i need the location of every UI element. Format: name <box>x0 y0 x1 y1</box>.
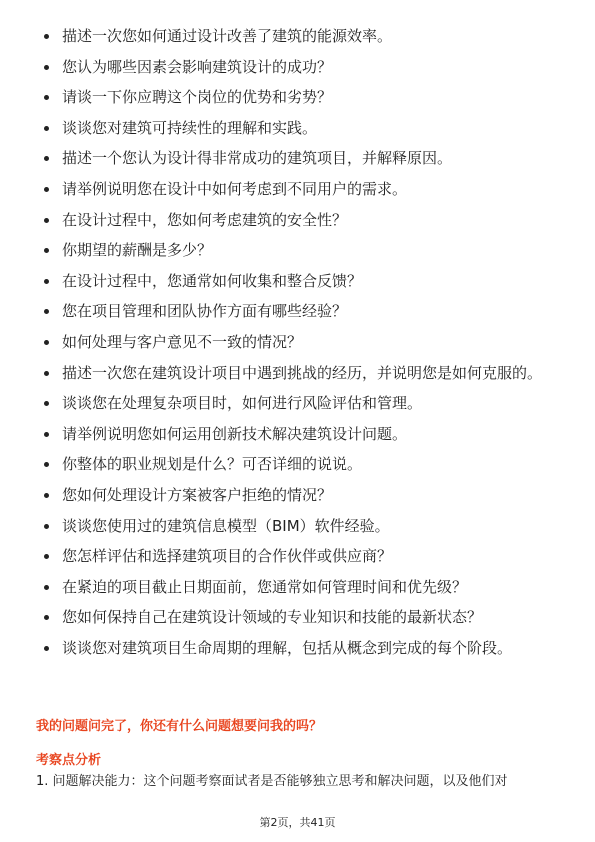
bullet-icon <box>44 585 49 590</box>
bullet-icon <box>44 95 49 100</box>
bullet-icon <box>44 65 49 70</box>
question-text: 您怎样评估和选择建筑项目的合作伙伴或供应商？ <box>62 547 393 566</box>
question-text: 描述一次您在建筑设计项目中遇到挑战的经历，并说明您是如何克服的。 <box>62 363 543 382</box>
list-item <box>44 546 564 567</box>
list-item <box>44 516 564 537</box>
closing-question: 我的问题问完了，你还有什么问题想要问我的吗？ <box>36 719 323 734</box>
list-item <box>44 577 564 598</box>
question-text: 描述一个您认为设计得非常成功的建筑项目，并解释原因。 <box>62 149 453 168</box>
question-text: 请举例说明您如何运用创新技术解决建筑设计问题。 <box>62 424 408 443</box>
list-item <box>44 301 564 322</box>
list-item <box>44 363 564 384</box>
list-item <box>44 638 564 659</box>
bullet-icon <box>44 646 49 651</box>
question-text: 你整体的职业规划是什么？可否详细的说说。 <box>62 455 363 474</box>
list-item <box>44 179 564 200</box>
list-item <box>44 454 564 475</box>
bullet-icon <box>44 524 49 529</box>
question-text: 您如何处理设计方案被客户拒绝的情况？ <box>62 485 333 504</box>
bullet-icon <box>44 462 49 467</box>
list-item <box>44 57 564 78</box>
list-item <box>44 271 564 292</box>
bullet-icon <box>44 615 49 620</box>
bullet-icon <box>44 156 49 161</box>
list-item <box>44 87 564 108</box>
bullet-icon <box>44 126 49 131</box>
analysis-heading: 考察点分析 <box>36 753 102 768</box>
question-text: 在设计过程中，您如何考虑建筑的安全性？ <box>62 210 348 229</box>
list-item <box>44 118 564 139</box>
question-text: 在紧迫的项目截止日期面前，您通常如何管理时间和优先级？ <box>62 577 468 596</box>
page-footer: 第2页，共41页 <box>259 816 336 829</box>
question-text: 您认为哪些因素会影响建筑设计的成功？ <box>62 57 333 76</box>
bullet-icon <box>44 554 49 559</box>
question-text: 你期望的薪酬是多少？ <box>62 241 213 260</box>
bullet-icon <box>44 34 49 39</box>
question-text: 谈谈您使用过的建筑信息模型（BIM）软件经验。 <box>62 516 390 535</box>
list-item <box>44 393 564 414</box>
question-list <box>44 26 564 668</box>
list-item <box>44 424 564 445</box>
question-text: 您如何保持自己在建筑设计领域的专业知识和技能的最新状态？ <box>62 608 483 627</box>
bullet-icon <box>44 340 49 345</box>
question-text: 在设计过程中，您通常如何收集和整合反馈？ <box>62 271 363 290</box>
question-text: 描述一次您如何通过设计改善了建筑的能源效率。 <box>62 27 393 45</box>
question-text: 您在项目管理和团队协作方面有哪些经验？ <box>62 302 348 321</box>
question-text: 如何处理与客户意见不一致的情况？ <box>62 332 303 351</box>
list-item <box>44 240 564 261</box>
bullet-icon <box>44 279 49 284</box>
bullet-icon <box>44 432 49 437</box>
list-item <box>44 607 564 628</box>
list-item <box>44 148 564 169</box>
list-item <box>44 210 564 231</box>
question-text: 请举例说明您在设计中如何考虑到不同用户的需求。 <box>62 179 408 198</box>
bullet-icon <box>44 248 49 253</box>
question-text: 谈谈您在处理复杂项目时，如何进行风险评估和管理。 <box>62 394 423 413</box>
question-text: 谈谈您对建筑项目生命周期的理解，包括从概念到完成的每个阶段。 <box>62 638 513 657</box>
bullet-icon <box>44 493 49 498</box>
analysis-item: 1. 问题解决能力：这个问题考察面试者是否能够独立思考和解决问题，以及他们对 <box>36 774 508 789</box>
bullet-icon <box>44 401 49 406</box>
list-item <box>44 26 564 47</box>
list-item <box>44 332 564 353</box>
bullet-icon <box>44 309 49 314</box>
bullet-icon <box>44 371 49 376</box>
list-item <box>44 485 564 506</box>
question-text: 谈谈您对建筑可持续性的理解和实践。 <box>62 118 318 137</box>
bullet-icon <box>44 187 49 192</box>
question-text: 请谈一下你应聘这个岗位的优势和劣势？ <box>62 88 333 107</box>
bullet-icon <box>44 218 49 223</box>
